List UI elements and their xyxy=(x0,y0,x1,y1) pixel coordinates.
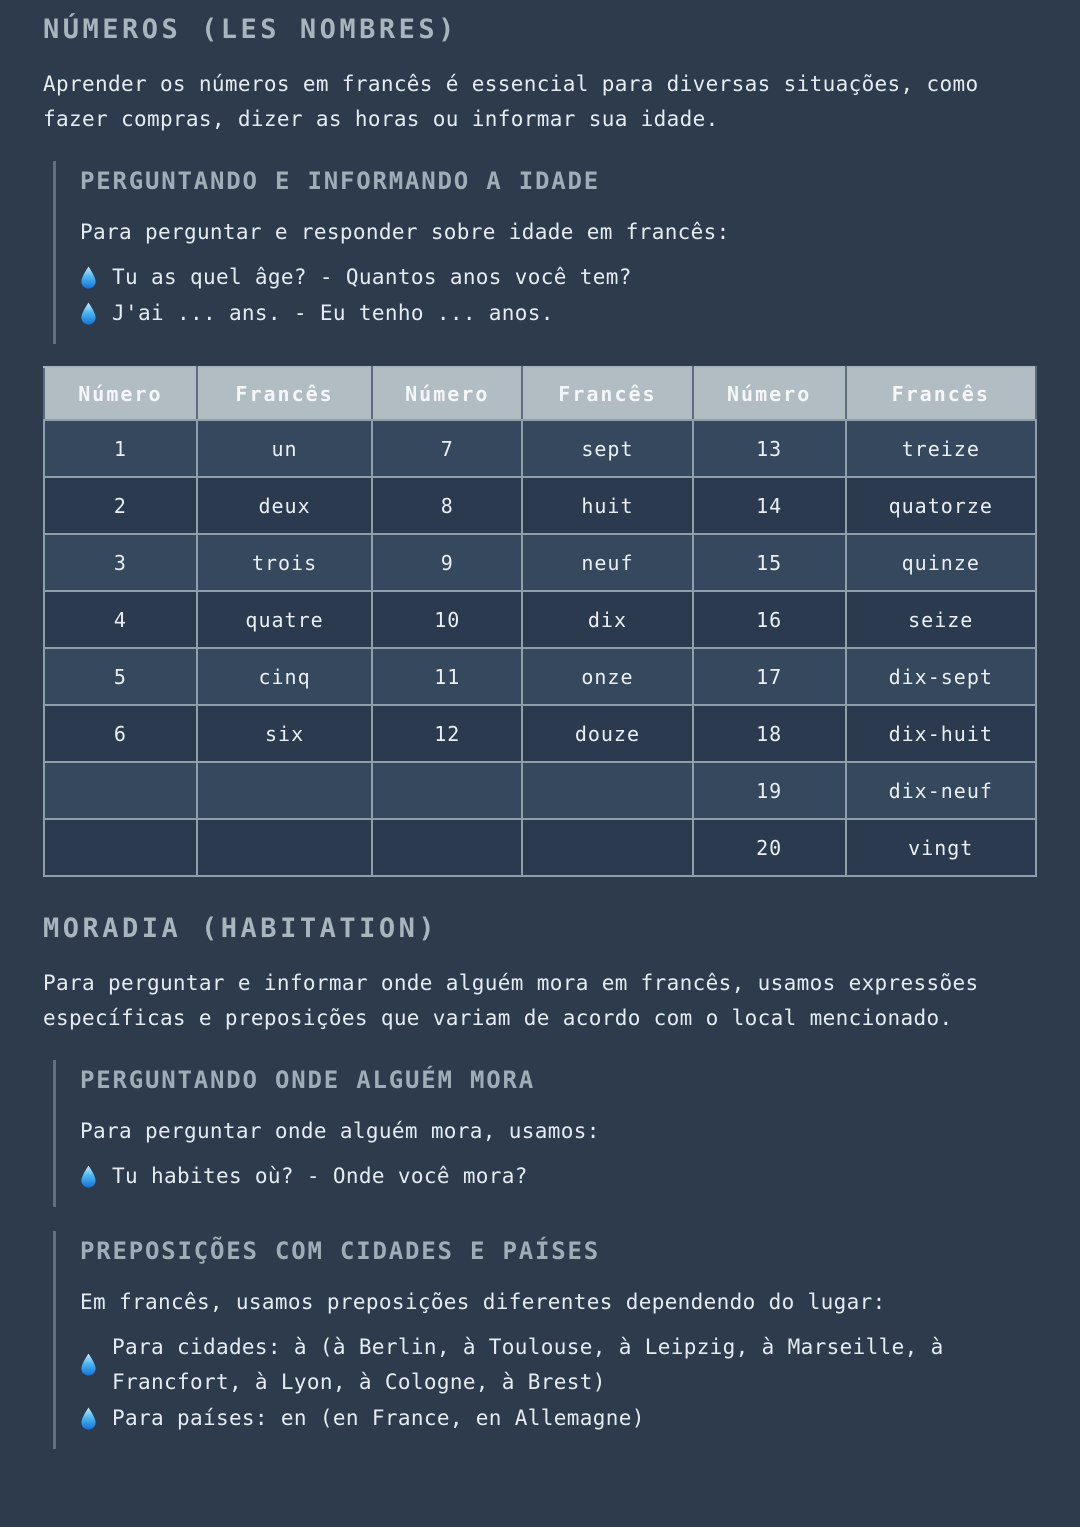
table-cell: neuf xyxy=(522,534,693,591)
bullet-text: Tu as quel âge? - Quantos anos você tem? xyxy=(112,265,632,289)
table-cell: dix-huit xyxy=(846,705,1037,762)
age-section-lead: Para perguntar e responder sobre idade em francês: xyxy=(80,220,730,244)
bullet-text: Para países: en (en France, en Allemagne) xyxy=(112,1406,645,1430)
table-cell: dix-neuf xyxy=(846,762,1037,819)
droplet-icon xyxy=(80,1164,97,1190)
table-cell: 9 xyxy=(372,534,522,591)
table-cell: 17 xyxy=(693,648,846,705)
table-cell: 19 xyxy=(693,762,846,819)
list-item xyxy=(80,296,1037,331)
table-cell: 2 xyxy=(44,477,197,534)
where-section-heading: PERGUNTANDO ONDE ALGUÉM MORA xyxy=(80,1066,535,1094)
table-row xyxy=(44,648,1036,705)
list-item xyxy=(80,1330,1037,1400)
table-cell: un xyxy=(197,420,373,477)
droplet-icon xyxy=(80,265,97,291)
table-header-cell: Número xyxy=(372,367,522,420)
table-cell: quatorze xyxy=(846,477,1037,534)
numeros-intro-paragraph: Aprender os números em francês é essencial para diversas situações, como fazer compras, dizer as horas ou informar sua idade. xyxy=(43,72,979,131)
table-cell: six xyxy=(197,705,373,762)
table-cell: 18 xyxy=(693,705,846,762)
table-row xyxy=(44,477,1036,534)
table-header-cell: Francês xyxy=(197,367,373,420)
table-cell: quatre xyxy=(197,591,373,648)
table-cell: 13 xyxy=(693,420,846,477)
droplet-icon xyxy=(80,1352,97,1378)
table-cell: deux xyxy=(197,477,373,534)
table-cell: 7 xyxy=(372,420,522,477)
list-item xyxy=(80,1159,1037,1194)
table-cell: 20 xyxy=(693,819,846,876)
list-item xyxy=(80,1401,1037,1436)
droplet-icon xyxy=(80,1406,97,1432)
table-cell: sept xyxy=(522,420,693,477)
droplet-icon xyxy=(80,301,97,327)
table-cell: treize xyxy=(846,420,1037,477)
numbers-table xyxy=(43,366,1037,877)
prepositions-section-lead: Em francês, usamos preposições diferentes dependendo do lugar: xyxy=(80,1290,886,1314)
table-cell: trois xyxy=(197,534,373,591)
table-cell: 14 xyxy=(693,477,846,534)
prepositions-section-heading: PREPOSIÇÕES COM CIDADES E PAÍSES xyxy=(80,1237,600,1265)
page-title-moradia: MORADIA (HABITATION) xyxy=(43,913,439,944)
table-cell: dix xyxy=(522,591,693,648)
where-callout-section xyxy=(53,1060,1037,1207)
table-cell: 6 xyxy=(44,705,197,762)
list-item xyxy=(80,260,1037,295)
table-cell: 12 xyxy=(372,705,522,762)
table-cell: dix-sept xyxy=(846,648,1037,705)
table-cell: 10 xyxy=(372,591,522,648)
table-cell xyxy=(372,819,522,876)
moradia-intro-paragraph: Para perguntar e informar onde alguém mora em francês, usamos expressões específicas e preposições que variam de acordo com o local mencionado. xyxy=(43,971,979,1030)
table-cell: onze xyxy=(522,648,693,705)
table-cell: 3 xyxy=(44,534,197,591)
page-title-numeros: NÚMEROS (LES NOMBRES) xyxy=(43,14,458,45)
table-cell xyxy=(197,819,373,876)
table-cell: quinze xyxy=(846,534,1037,591)
table-cell xyxy=(522,762,693,819)
age-callout-section xyxy=(53,161,1037,344)
table-cell: 4 xyxy=(44,591,197,648)
table-cell: cinq xyxy=(197,648,373,705)
table-cell xyxy=(44,819,197,876)
table-header-cell: Francês xyxy=(846,367,1037,420)
table-cell: 1 xyxy=(44,420,197,477)
table-cell xyxy=(197,762,373,819)
table-cell: huit xyxy=(522,477,693,534)
table-cell: 8 xyxy=(372,477,522,534)
bullet-text: Tu habites où? - Onde você mora? xyxy=(112,1164,528,1188)
table-row xyxy=(44,705,1036,762)
where-section-lead: Para perguntar onde alguém mora, usamos: xyxy=(80,1119,600,1143)
table-row xyxy=(44,762,1036,819)
table-cell: douze xyxy=(522,705,693,762)
bullet-text: Para cidades: à (à Berlin, à Toulouse, à Leipzig, à Marseille, à Francfort, à Lyon, à Cologne, à Brest) xyxy=(112,1335,944,1394)
age-section-heading: PERGUNTANDO E INFORMANDO A IDADE xyxy=(80,167,600,195)
table-cell xyxy=(372,762,522,819)
table-cell: 11 xyxy=(372,648,522,705)
table-cell: 15 xyxy=(693,534,846,591)
table-header-row xyxy=(44,367,1036,420)
table-header-cell: Francês xyxy=(522,367,693,420)
prepositions-callout-section xyxy=(53,1231,1037,1449)
bullet-text: J'ai ... ans. - Eu tenho ... anos. xyxy=(112,301,554,325)
table-cell: vingt xyxy=(846,819,1037,876)
table-header-cell: Número xyxy=(693,367,846,420)
table-cell xyxy=(522,819,693,876)
table-row xyxy=(44,420,1036,477)
table-row xyxy=(44,534,1036,591)
table-cell: 5 xyxy=(44,648,197,705)
table-cell: seize xyxy=(846,591,1037,648)
table-cell: 16 xyxy=(693,591,846,648)
table-header-cell: Número xyxy=(44,367,197,420)
table-row xyxy=(44,591,1036,648)
table-row xyxy=(44,819,1036,876)
table-cell xyxy=(44,762,197,819)
